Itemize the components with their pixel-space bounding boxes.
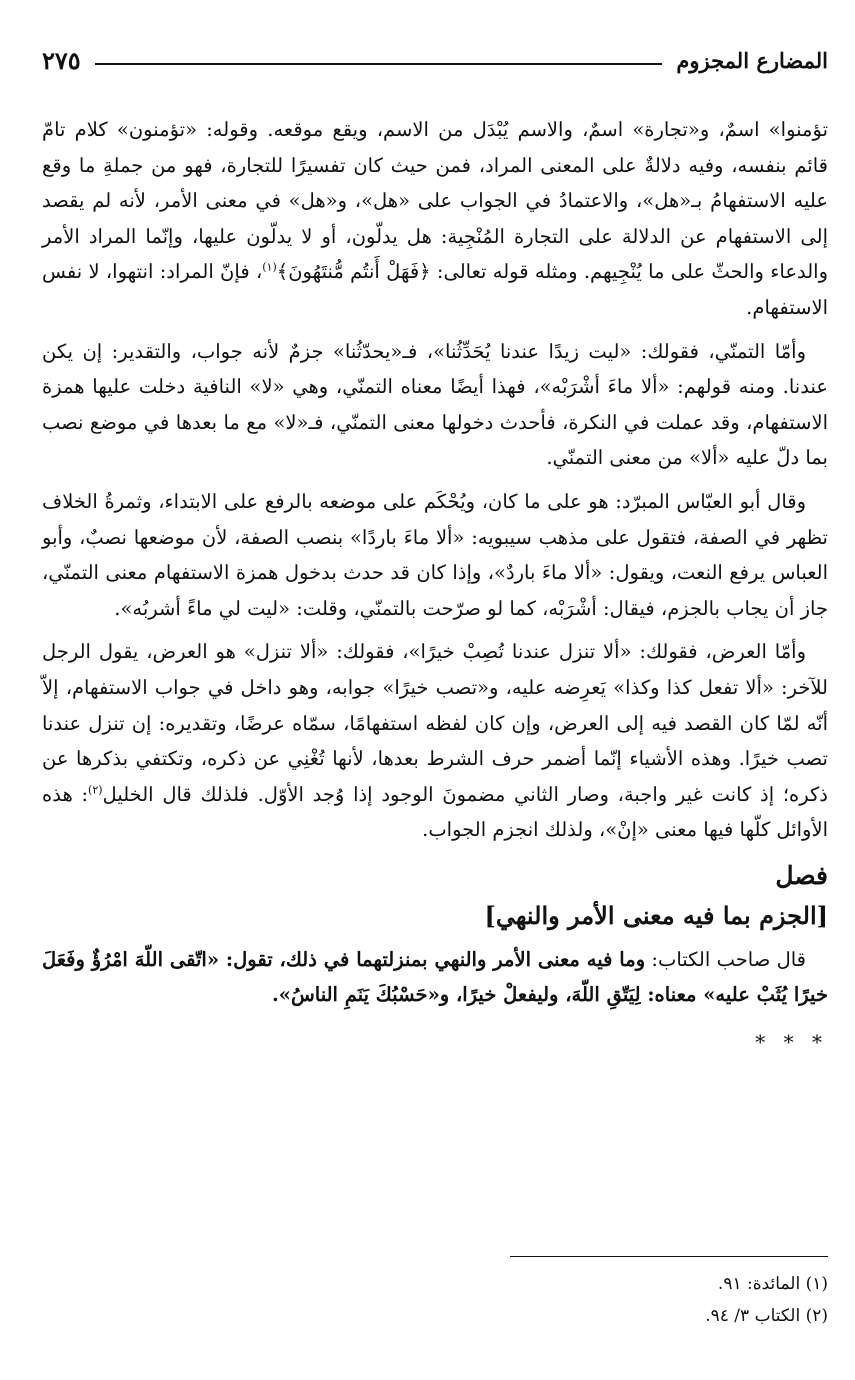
page-number: ٢٧٥ — [42, 45, 81, 75]
paragraph-1-end: ، فإنّ المراد: انتهوا، لا نفس الاستفهام. — [42, 260, 828, 319]
section-separator-stars: * * * — [755, 1030, 828, 1055]
footnotes — [228, 1268, 828, 1332]
section-bold-text: وما فيه معنى الأمر والنهي بمنزلتهما في ذلك، تقول: «اتّقى اللّهَ امْرُؤٌ وفَعَلَ خيرًا يُثَبْ عليه» معناه: لِيَتّقِ اللّهَ، وليفعلْ خيرًا، و«حَسْبُكَ يَنَمِ الناسُ». — [42, 947, 828, 1007]
paragraph-3: وقال أبو العبّاس المبرّد: هو على ما كان، ويُحْكَم على موضعه بالرفع على الابتداء، وثمرةُ الخلاف تظهر في الصفة، فتقول على مذهب سيبويه: «ألا ماءَ باردًا» بنصب الصفة، لأن موضعها نصبٌ، وأبو العباس يرفع النعت، ويقول: «ألا ماءَ باردٌ»، وإذا كان قد حدث بدخول همزة الاستفهام معنى التمنّي، جاز أن يجاب بالجزم، فيقال: أشْرَبْه، كما لو صرّحت بالتمنّي، وقلت: «ليت لي ماءً أشربُه». — [42, 489, 828, 620]
section-lead: قال صاحب الكتاب: — [645, 947, 807, 971]
paragraph-1-text: تؤمنوا» اسمٌ، و«تجارة» اسمٌ، والاسم يُبْدَل من الاسم، ويقع موقعه. وقوله: «تؤمنون» كلام تامّ قائم بنفسه، وفيه دلالةٌ على المعنى المراد، فمن حيث كان تفسيرًا للتجارة، فهو من جملةِ ما وقع عليه الاستفهامُ بـ«هل»، والاعتمادُ في الجواب على «هل»، و«هل» في معنى الأمر، لأنه لم يقصد إلى الاستفهام عن الدلالة على التجارة المُنْجِية: هل يدلّون، أو لا يدلّون عليها، وإنّما المراد الأمر والدعاء والحثّ على ما يُنْجِيهم. ومثله قوله تعالى: ﴿فَهَلْ أَنتُم مُّنتَهُونَ﴾ — [42, 118, 828, 284]
paragraph-4-end: : هذه الأوائل كلّها فيها معنى «إنْ»، ولذلك انجزم الجواب. — [42, 782, 828, 842]
footnote-ref-1: (١) — [262, 260, 277, 274]
section-paragraph — [42, 942, 828, 1013]
main-text — [42, 112, 828, 1061]
footnote-2: (٢) الكتاب ٣/ ٩٤. — [705, 1306, 828, 1326]
section-subheading: [الجزم بما فيه معنى الأمر والنهي] — [484, 900, 828, 930]
paragraph-4-text: وأمّا العرض، فقولك: «ألا تنزل عندنا تُصِبْ خيرًا»، فقولك: «ألا تنزل» هو العرض، يقول الرجل للآخر: «ألا تفعل كذا وكذا» يَعرِضه عليه، و«تصب خيرًا» جوابه، وهو داخل في جواب الاستفهام، إلاّ أنّه لمّا كان القصد فيه إلى العرض، وإن كان لفظه استفهامًا، سمّاه عرضًا، وتقديره: إن تنزل عندنا تصب خيرًا. وهذه الأشياء إنّما أضمر حرف الشرط بعدها، لأنها تُغْنِي عن ذكره، وتكتفي بذكرها عن ذكره؛ إذ كانت غير واجبة، وصار الثاني مضمونَ الوجود إذا وُجد الأوّل. فلذلك قال الخليل — [42, 640, 828, 806]
running-header — [42, 40, 828, 80]
section-heading: فصل — [775, 860, 828, 890]
chapter-title: المضارع المجزوم — [676, 47, 828, 73]
footnote-rule — [510, 1256, 828, 1257]
paragraph-1 — [42, 112, 828, 326]
footnote-1: (١) المائدة: ٩١. — [717, 1274, 828, 1294]
paragraph-4 — [42, 634, 828, 848]
footnote-ref-2: (٢) — [88, 783, 103, 797]
header-rule — [95, 63, 663, 65]
paragraph-2: وأمّا التمنّي، فقولك: «ليت زيدًا عندنا يُحَدِّثُنا»، فـ«يحدّثُنا» جزمٌ لأنه جواب، والتقدير: إن يكن عندنا. ومنه قولهم: «ألا ماءَ أشْرَبْه»، فهذا أيضًا معناه التمنّي، وهي «لا» النافية دخلت عليها همزة الاستفهام، وقد عملت في النكرة، فأحدث دخولها معنى التمنّي، فـ«لا» مع ما بعدها في موضع نصب بما دلّ عليه «ألا» من معنى التمنّي. — [42, 339, 828, 470]
